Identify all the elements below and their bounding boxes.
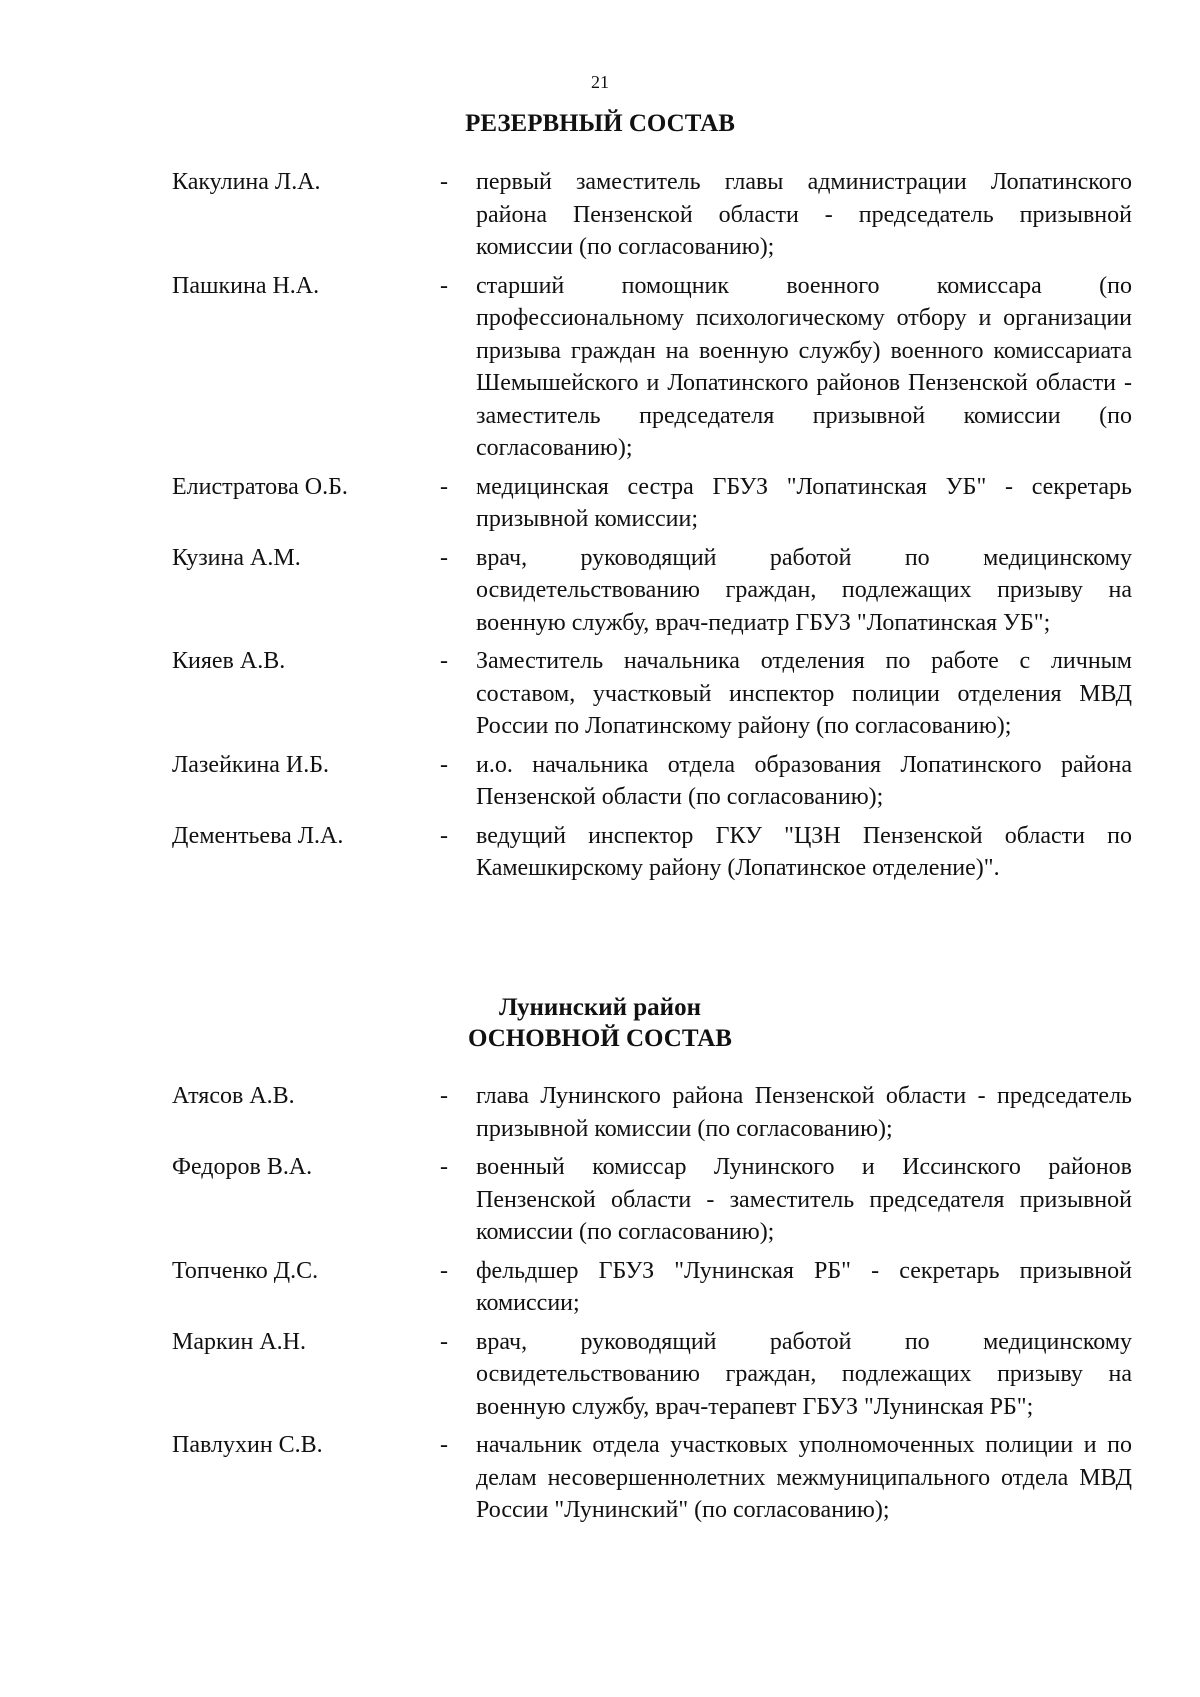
member-row bbox=[172, 820, 1132, 885]
member-dash: - bbox=[440, 648, 448, 674]
reserve-composition-heading: РЕЗЕРВНЫЙ СОСТАВ bbox=[465, 110, 735, 137]
member-name: Атясов А.В. bbox=[172, 1083, 295, 1109]
member-row bbox=[172, 1151, 1132, 1249]
member-position: фельдшер ГБУЗ "Лунинская РБ" - секретарь призывной комиссии; bbox=[476, 1257, 1132, 1316]
member-name: Маркин А.Н. bbox=[172, 1328, 307, 1355]
member-row bbox=[172, 1080, 1132, 1145]
member-row bbox=[172, 1429, 1132, 1527]
member-position: начальник отдела участковых уполномоченных полиции и по делам несовершеннолетних межмуниципального отдела МВД России "Лунинский" (по согласованию); bbox=[476, 1432, 1132, 1523]
member-row bbox=[172, 542, 1132, 640]
member-dash: - bbox=[440, 751, 448, 778]
member-row bbox=[172, 645, 1132, 743]
member-position: медицинская сестра ГБУЗ "Лопатинская УБ" - секретарь призывной комиссии; bbox=[476, 473, 1132, 532]
member-position: врач, руководящий работой по медицинскому освидетельствованию граждан, подлежащих призыву на военную службу, врач-терапевт ГБУЗ "Лунинская РБ"; bbox=[476, 1328, 1132, 1420]
member-position: глава Лунинского района Пензенской области - председатель призывной комиссии (по согласованию); bbox=[476, 1083, 1132, 1142]
member-row bbox=[172, 1326, 1132, 1424]
member-name: Кузина А.М. bbox=[172, 544, 301, 571]
member-dash: - bbox=[440, 1432, 448, 1458]
page-number: 21 bbox=[591, 72, 609, 92]
member-dash: - bbox=[440, 1154, 448, 1180]
main-members-list bbox=[172, 1080, 1132, 1533]
member-name: Пашкина Н.А. bbox=[172, 272, 320, 299]
member-name: Топченко Д.С. bbox=[172, 1257, 319, 1284]
member-row bbox=[172, 749, 1132, 814]
member-dash: - bbox=[440, 822, 448, 849]
member-dash: - bbox=[440, 544, 448, 571]
member-name: Елистратова О.Б. bbox=[172, 473, 348, 500]
member-position: ведущий инспектор ГКУ "ЦЗН Пензенской области по Камешкирскому району (Лопатинское отделение)". bbox=[476, 822, 1132, 881]
member-row bbox=[172, 166, 1132, 264]
member-position: первый заместитель главы администрации Лопатинского района Пензенской области - председатель призывной комиссии (по согласованию); bbox=[476, 169, 1132, 260]
reserve-members-list bbox=[172, 166, 1132, 891]
member-dash: - bbox=[440, 473, 448, 500]
member-position: старший помощник военного комиссара (по профессиональному психологическому отбору и организации призыва граждан на военную службу) военного комиссариата Шемышейского и Лопатинского районов Пензенской области - заместитель председателя призывной комиссии (по согласованию); bbox=[476, 272, 1132, 461]
member-dash: - bbox=[440, 1328, 448, 1355]
member-name: Павлухин С.В. bbox=[172, 1432, 323, 1458]
member-name: Кияев А.В. bbox=[172, 648, 286, 674]
member-dash: - bbox=[440, 169, 448, 195]
member-dash: - bbox=[440, 1083, 448, 1109]
member-position: военный комиссар Лунинского и Иссинского районов Пензенской области - заместитель председателя призывной комиссии (по согласованию); bbox=[476, 1154, 1132, 1245]
member-name: Какулина Л.А. bbox=[172, 169, 321, 195]
district-heading: Лунинский район bbox=[499, 994, 701, 1021]
member-row bbox=[172, 1255, 1132, 1320]
member-name: Федоров В.А. bbox=[172, 1154, 313, 1180]
main-composition-heading: ОСНОВНОЙ СОСТАВ bbox=[468, 1025, 732, 1052]
member-dash: - bbox=[440, 272, 448, 299]
member-name: Лазейкина И.Б. bbox=[172, 751, 330, 778]
member-row bbox=[172, 270, 1132, 465]
member-dash: - bbox=[440, 1257, 448, 1284]
member-position: врач, руководящий работой по медицинскому освидетельствованию граждан, подлежащих призыву на военную службу, врач-педиатр ГБУЗ "Лопатинская УБ"; bbox=[476, 544, 1132, 636]
member-position: и.о. начальника отдела образования Лопатинского района Пензенской области (по согласованию); bbox=[476, 751, 1132, 810]
member-name: Дементьева Л.А. bbox=[172, 822, 344, 849]
member-position: Заместитель начальника отделения по работе с личным составом, участковый инспектор полиции отделения МВД России по Лопатинскому району (по согласованию); bbox=[476, 648, 1132, 739]
member-row bbox=[172, 471, 1132, 536]
